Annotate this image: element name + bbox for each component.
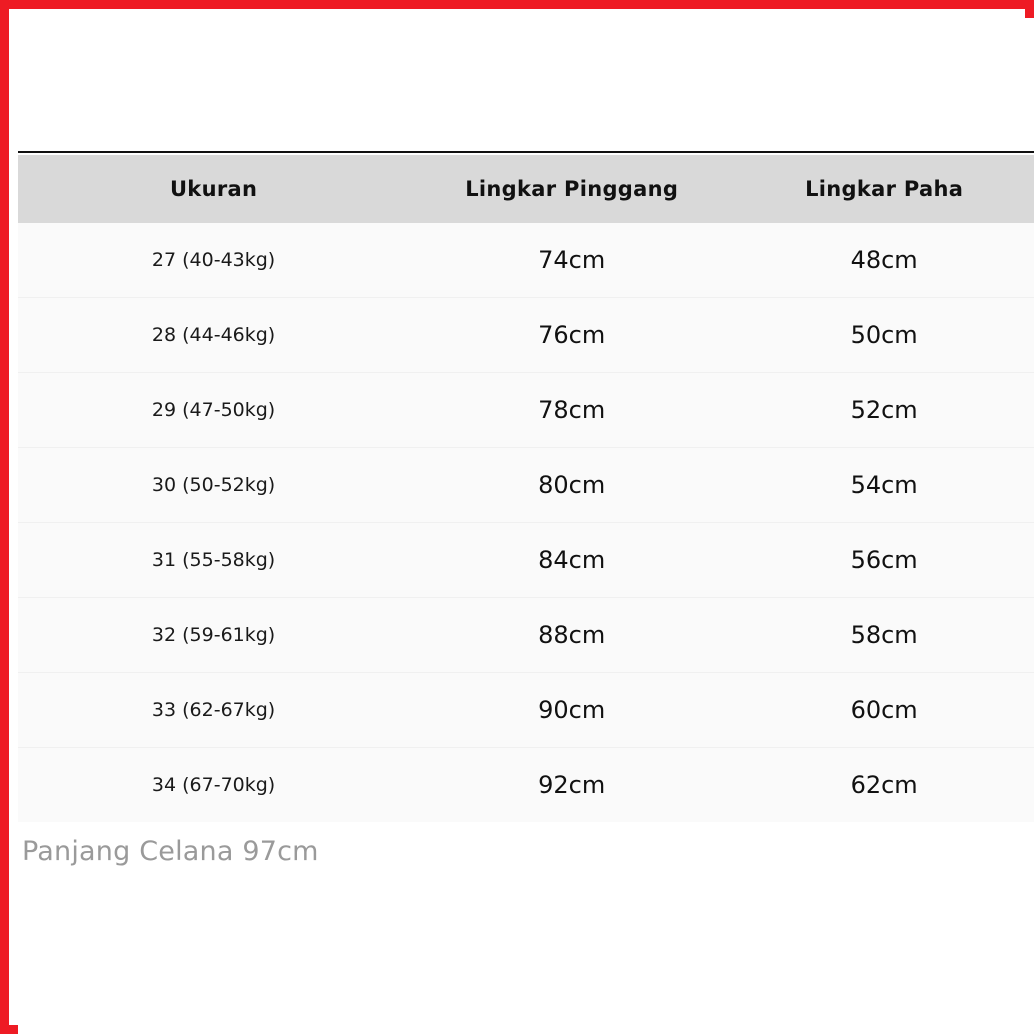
cell-size: 27 (40-43kg) [18, 223, 409, 298]
cell-size: 29 (47-50kg) [18, 373, 409, 448]
cell-waist: 88cm [409, 598, 734, 673]
column-header-size: Ukuran [18, 155, 409, 223]
table-row [18, 673, 1034, 748]
pants-length-note: Panjang Celana 97cm [22, 836, 319, 867]
table-row [18, 448, 1034, 523]
table-row [18, 298, 1034, 373]
table-header [18, 155, 1034, 223]
cell-thigh: 56cm [734, 523, 1034, 598]
cell-size: 34 (67-70kg) [18, 748, 409, 823]
table-row [18, 523, 1034, 598]
cell-thigh: 62cm [734, 748, 1034, 823]
table-row [18, 598, 1034, 673]
cell-waist: 78cm [409, 373, 734, 448]
cell-size: 30 (50-52kg) [18, 448, 409, 523]
cell-thigh: 58cm [734, 598, 1034, 673]
cell-waist: 76cm [409, 298, 734, 373]
table-body [18, 223, 1034, 822]
cell-size: 31 (55-58kg) [18, 523, 409, 598]
size-chart-table [18, 155, 1034, 822]
cell-waist: 80cm [409, 448, 734, 523]
cell-thigh: 60cm [734, 673, 1034, 748]
cell-waist: 74cm [409, 223, 734, 298]
cell-size: 28 (44-46kg) [18, 298, 409, 373]
cell-thigh: 52cm [734, 373, 1034, 448]
cell-size: 33 (62-67kg) [18, 673, 409, 748]
table-row [18, 373, 1034, 448]
table-row [18, 223, 1034, 298]
cell-size: 32 (59-61kg) [18, 598, 409, 673]
bottom-blank-band [18, 904, 1034, 1034]
top-blank-band [18, 18, 1034, 153]
cell-waist: 84cm [409, 523, 734, 598]
table-header-row [18, 155, 1034, 223]
cell-thigh: 48cm [734, 223, 1034, 298]
size-chart-canvas [18, 18, 1034, 1034]
cell-thigh: 54cm [734, 448, 1034, 523]
cell-waist: 92cm [409, 748, 734, 823]
cell-thigh: 50cm [734, 298, 1034, 373]
table-row [18, 748, 1034, 823]
cell-waist: 90cm [409, 673, 734, 748]
column-header-waist: Lingkar Pinggang [409, 155, 734, 223]
column-header-thigh: Lingkar Paha [734, 155, 1034, 223]
